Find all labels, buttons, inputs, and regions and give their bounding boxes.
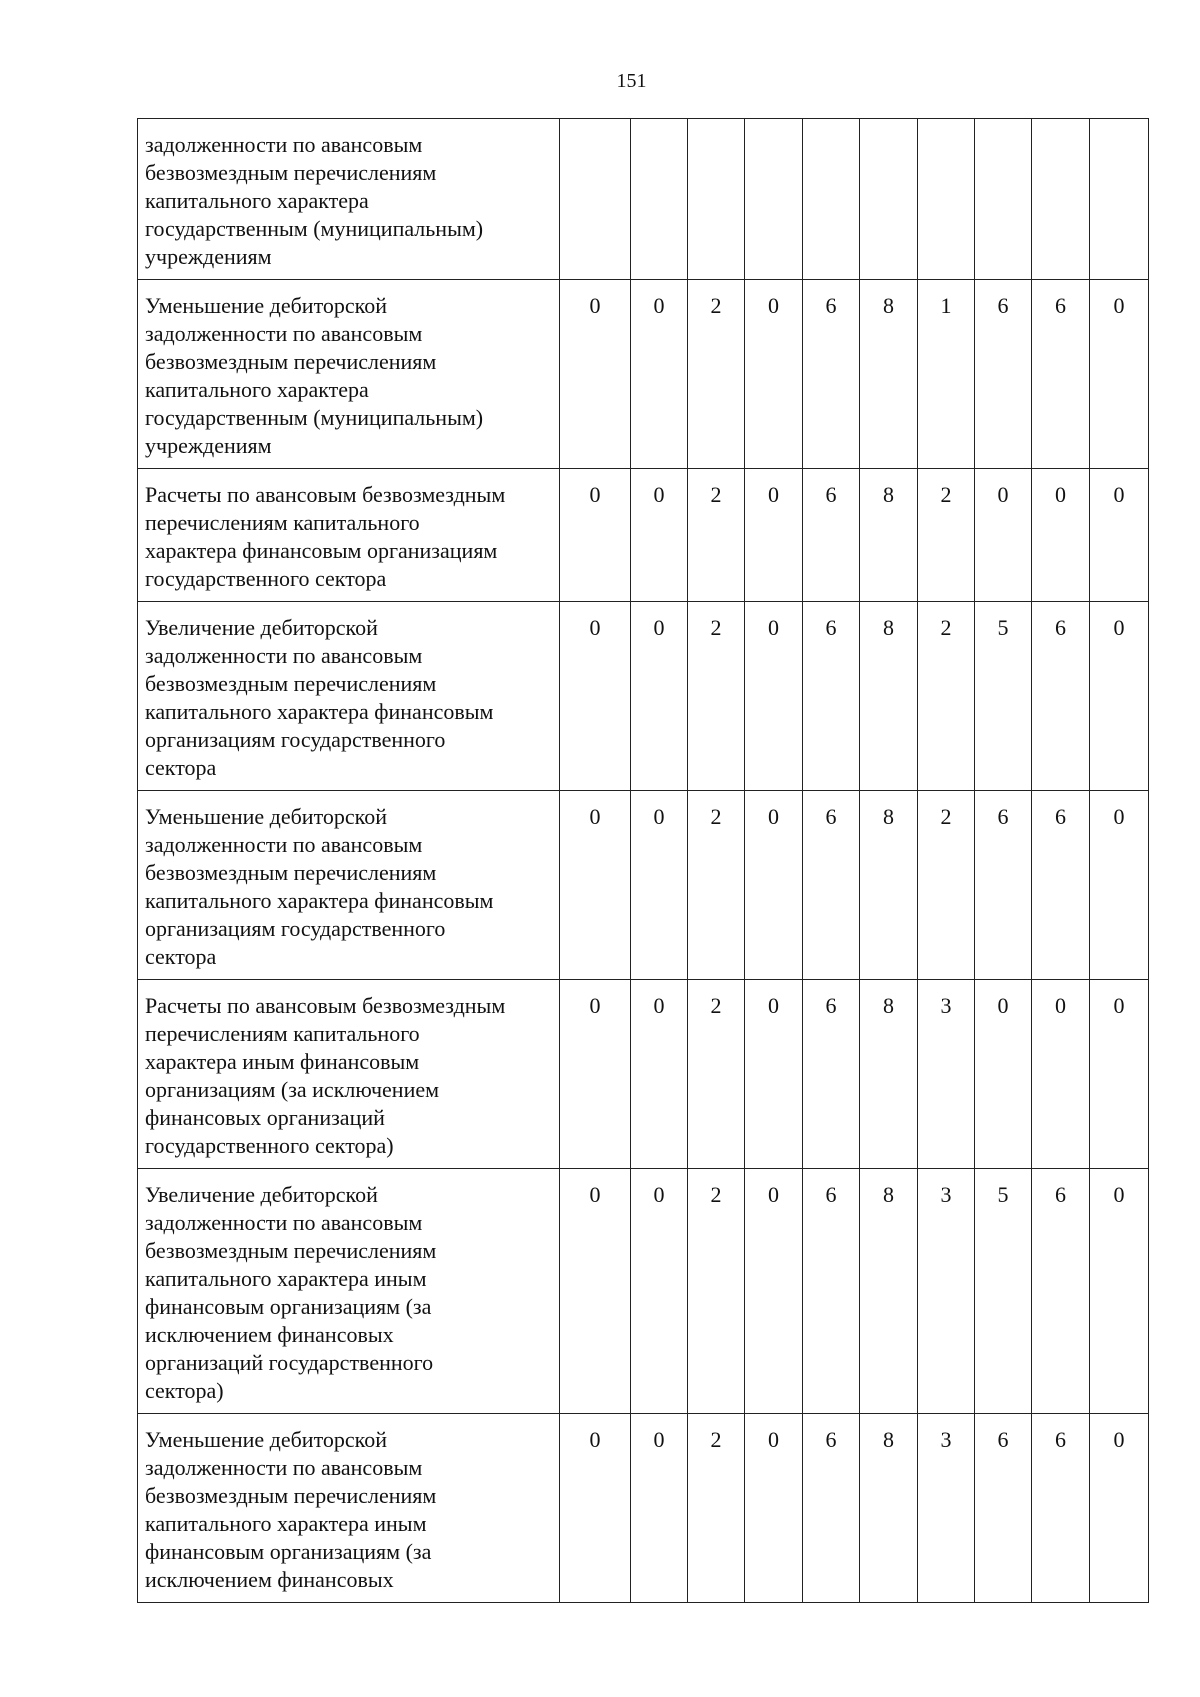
code-digit-cell: 0 bbox=[1090, 602, 1149, 791]
code-digit-cell: 8 bbox=[860, 791, 918, 980]
code-digit-cell: 8 bbox=[860, 1169, 918, 1414]
code-digit-cell: 5 bbox=[975, 602, 1032, 791]
code-digit-cell: 6 bbox=[975, 1414, 1032, 1603]
code-digit-cell: 3 bbox=[918, 1169, 975, 1414]
code-digit-cell: 0 bbox=[745, 1169, 803, 1414]
code-digit-cell bbox=[1090, 119, 1149, 280]
code-digit-cell: 0 bbox=[1090, 980, 1149, 1169]
code-digit-cell: 0 bbox=[560, 602, 631, 791]
row-description: Увеличение дебиторской задолженности по авансовым безвозмездным перечислениям капитального характера иным финансовым организациям (за исключением финансовых организаций государственного сектора) bbox=[138, 1169, 560, 1414]
code-digit-cell: 2 bbox=[688, 1169, 745, 1414]
code-digit-cell: 6 bbox=[1032, 1414, 1090, 1603]
budget-code-table bbox=[137, 118, 1149, 1603]
row-description: Уменьшение дебиторской задолженности по авансовым безвозмездным перечислениям капитального характера финансовым организациям государственного сектора bbox=[138, 791, 560, 980]
code-digit-cell: 0 bbox=[560, 1169, 631, 1414]
code-digit-cell: 0 bbox=[975, 980, 1032, 1169]
code-digit-cell: 0 bbox=[631, 469, 688, 602]
code-digit-cell: 6 bbox=[1032, 280, 1090, 469]
code-digit-cell: 0 bbox=[631, 280, 688, 469]
code-digit-cell: 0 bbox=[560, 791, 631, 980]
table-row bbox=[138, 119, 1149, 280]
code-digit-cell: 0 bbox=[1090, 469, 1149, 602]
code-digit-cell: 0 bbox=[745, 791, 803, 980]
table-row bbox=[138, 602, 1149, 791]
code-digit-cell: 6 bbox=[1032, 1169, 1090, 1414]
code-digit-cell: 2 bbox=[688, 602, 745, 791]
code-digit-cell: 8 bbox=[860, 469, 918, 602]
code-digit-cell: 2 bbox=[688, 980, 745, 1169]
code-digit-cell: 0 bbox=[560, 980, 631, 1169]
code-digit-cell: 8 bbox=[860, 280, 918, 469]
code-digit-cell: 0 bbox=[631, 1414, 688, 1603]
code-digit-cell: 0 bbox=[631, 1169, 688, 1414]
code-digit-cell: 0 bbox=[1090, 791, 1149, 980]
code-digit-cell: 6 bbox=[803, 602, 860, 791]
code-digit-cell: 0 bbox=[560, 469, 631, 602]
code-digit-cell bbox=[631, 119, 688, 280]
code-digit-cell: 0 bbox=[631, 791, 688, 980]
code-digit-cell bbox=[918, 119, 975, 280]
code-digit-cell: 0 bbox=[631, 980, 688, 1169]
code-digit-cell: 6 bbox=[803, 1414, 860, 1603]
code-digit-cell: 5 bbox=[975, 1169, 1032, 1414]
code-digit-cell: 1 bbox=[918, 280, 975, 469]
code-digit-cell: 0 bbox=[745, 280, 803, 469]
code-digit-cell: 3 bbox=[918, 1414, 975, 1603]
code-digit-cell bbox=[1032, 119, 1090, 280]
code-digit-cell: 2 bbox=[688, 280, 745, 469]
table-row bbox=[138, 791, 1149, 980]
code-digit-cell: 2 bbox=[688, 469, 745, 602]
code-digit-cell: 6 bbox=[1032, 602, 1090, 791]
code-digit-cell: 6 bbox=[975, 280, 1032, 469]
code-digit-cell: 6 bbox=[1032, 791, 1090, 980]
table-row bbox=[138, 980, 1149, 1169]
code-digit-cell: 2 bbox=[688, 1414, 745, 1603]
row-description: Увеличение дебиторской задолженности по авансовым безвозмездным перечислениям капитального характера финансовым организациям государственного сектора bbox=[138, 602, 560, 791]
table-row bbox=[138, 1169, 1149, 1414]
code-digit-cell: 0 bbox=[1032, 980, 1090, 1169]
code-digit-cell: 6 bbox=[803, 791, 860, 980]
row-description: Уменьшение дебиторской задолженности по авансовым безвозмездным перечислениям капитального характера иным финансовым организациям (за исключением финансовых bbox=[138, 1414, 560, 1603]
row-description: задолженности по авансовым безвозмездным перечислениям капитального характера государственным (муниципальным) учреждениям bbox=[138, 119, 560, 280]
code-digit-cell: 6 bbox=[803, 469, 860, 602]
code-digit-cell bbox=[860, 119, 918, 280]
code-digit-cell: 8 bbox=[860, 980, 918, 1169]
code-digit-cell: 0 bbox=[1032, 469, 1090, 602]
code-digit-cell bbox=[745, 119, 803, 280]
code-digit-cell: 8 bbox=[860, 602, 918, 791]
code-digit-cell: 6 bbox=[803, 1169, 860, 1414]
code-digit-cell: 2 bbox=[688, 791, 745, 980]
code-digit-cell bbox=[560, 119, 631, 280]
code-digit-cell bbox=[688, 119, 745, 280]
code-digit-cell: 8 bbox=[860, 1414, 918, 1603]
code-digit-cell: 0 bbox=[1090, 280, 1149, 469]
code-digit-cell: 0 bbox=[1090, 1169, 1149, 1414]
code-digit-cell: 6 bbox=[975, 791, 1032, 980]
row-description: Расчеты по авансовым безвозмездным перечислениям капитального характера финансовым организациям государственного сектора bbox=[138, 469, 560, 602]
code-digit-cell: 2 bbox=[918, 791, 975, 980]
row-description: Расчеты по авансовым безвозмездным перечислениям капитального характера иным финансовым организациям (за исключением финансовых организаций государственного сектора) bbox=[138, 980, 560, 1169]
row-description: Уменьшение дебиторской задолженности по авансовым безвозмездным перечислениям капитального характера государственным (муниципальным) учреждениям bbox=[138, 280, 560, 469]
code-digit-cell: 2 bbox=[918, 602, 975, 791]
code-digit-cell: 6 bbox=[803, 280, 860, 469]
code-digit-cell: 2 bbox=[918, 469, 975, 602]
code-digit-cell: 0 bbox=[560, 280, 631, 469]
code-digit-cell: 0 bbox=[745, 980, 803, 1169]
code-digit-cell: 0 bbox=[745, 1414, 803, 1603]
code-digit-cell: 0 bbox=[560, 1414, 631, 1603]
code-digit-cell bbox=[803, 119, 860, 280]
table-row bbox=[138, 469, 1149, 602]
code-digit-cell: 0 bbox=[975, 469, 1032, 602]
code-digit-cell: 0 bbox=[745, 469, 803, 602]
code-digit-cell: 0 bbox=[745, 602, 803, 791]
code-digit-cell: 3 bbox=[918, 980, 975, 1169]
code-digit-cell bbox=[975, 119, 1032, 280]
code-digit-cell: 0 bbox=[1090, 1414, 1149, 1603]
table-row bbox=[138, 280, 1149, 469]
table-row bbox=[138, 1414, 1149, 1603]
page-number: 151 bbox=[616, 70, 647, 92]
code-digit-cell: 6 bbox=[803, 980, 860, 1169]
code-digit-cell: 0 bbox=[631, 602, 688, 791]
